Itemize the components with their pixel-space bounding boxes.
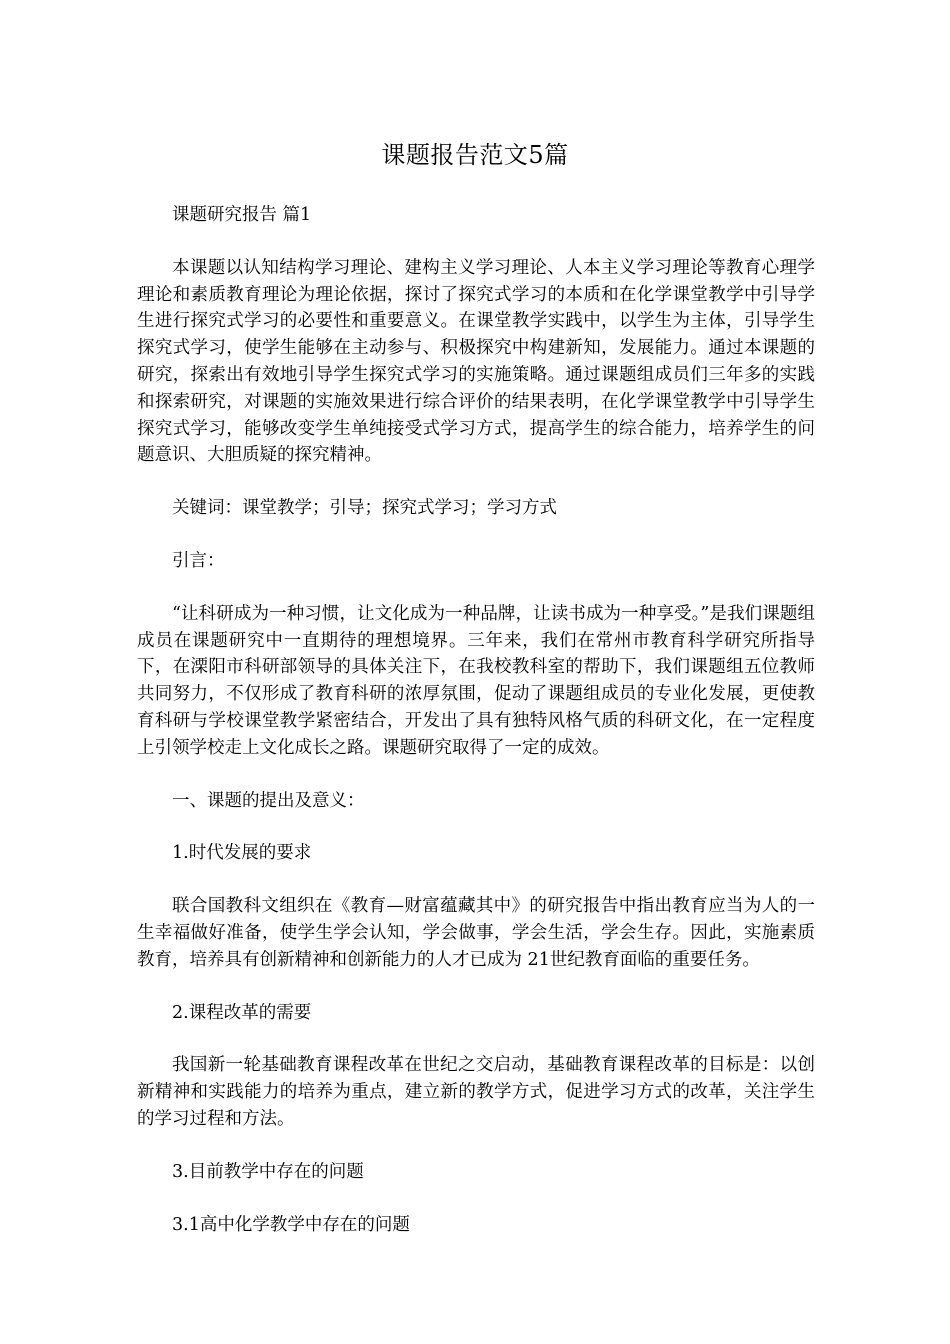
subsection-heading: 3.1高中化学教学中存在的问题 (172, 1214, 410, 1235)
subsection-heading: 3.目前教学中存在的问题 (172, 1161, 364, 1182)
body-paragraph: 联合国教科文组织在《教育—财富蕴藏其中》的研究报告中指出教育应当为人的一生幸福做好准备，使学生学会认知，学会做事，学会生活，学会生存。因此，实施素质教育，培养具有创新精神和创新能力的人才已成为 21世纪教育面临的重要任务。 (137, 896, 815, 970)
body-paragraph: 我国新一轮基础教育课程改革在世纪之交启动，基础教育课程改革的目标是：以创新精神和实践能力的培养为重点，建立新的教学方式，促进学习方式的改革，关注学生的学习过程和方法。 (137, 1055, 815, 1129)
document-body (137, 202, 815, 1264)
document-title: 课题报告范文5篇 (381, 141, 569, 169)
introduction-paragraph: “让科研成为一种习惯，让文化成为一种品牌，让读书成为一种享受。”是我们课题组成员在课题研究中一直期待的理想境界。三年来，我们在常州市教育科学研究所指导下，在溧阳市科研部领导的具体关注下，在我校教科室的帮助下，我们课题组五位教师共同努力，不仅形成了教育科研的浓厚氛围，促动了课题组成员的专业化发展，更使教育科研与学校课堂教学紧密结合，开发出了具有独特风格气质的科研文化，在一定程度上引领学校走上文化成长之路。课题研究取得了一定的成效。 (137, 603, 815, 758)
subsection-heading: 1.时代发展的要求 (172, 843, 312, 864)
abstract-paragraph: 本课题以认知结构学习理论、建构主义学习理论、人本主义学习理论等教育心理学理论和素质教育理论为理论依据，探讨了探究式学习的本质和在化学课堂教学中引导学生进行探究式学习的必要性和重要意义。在课堂教学实践中，以学生为主体，引导学生探究式学习，使学生能够在主动参与、积极探究中构建新知，发展能力。通过本课题的研究，探索出有效地引导学生探究式学习的实施策略。通过课题组成员们三年多的实践和探索研究，对课题的实施效果进行综合评价的结果表明，在化学课堂教学中引导学生探究式学习，能够改变学生单纯接受式学习方式，提高学生的综合能力，培养学生的问题意识、大胆质疑的探究精神。 (137, 257, 815, 466)
section-heading: 一、课题的提出及意义： (172, 790, 365, 811)
subsection-heading: 2.课程改革的需要 (172, 1002, 312, 1023)
introduction-heading: 引言： (172, 550, 225, 571)
keywords-line: 关键词：课堂教学；引导；探究式学习；学习方式 (172, 498, 557, 519)
section-heading: 课题研究报告 篇1 (172, 205, 312, 225)
